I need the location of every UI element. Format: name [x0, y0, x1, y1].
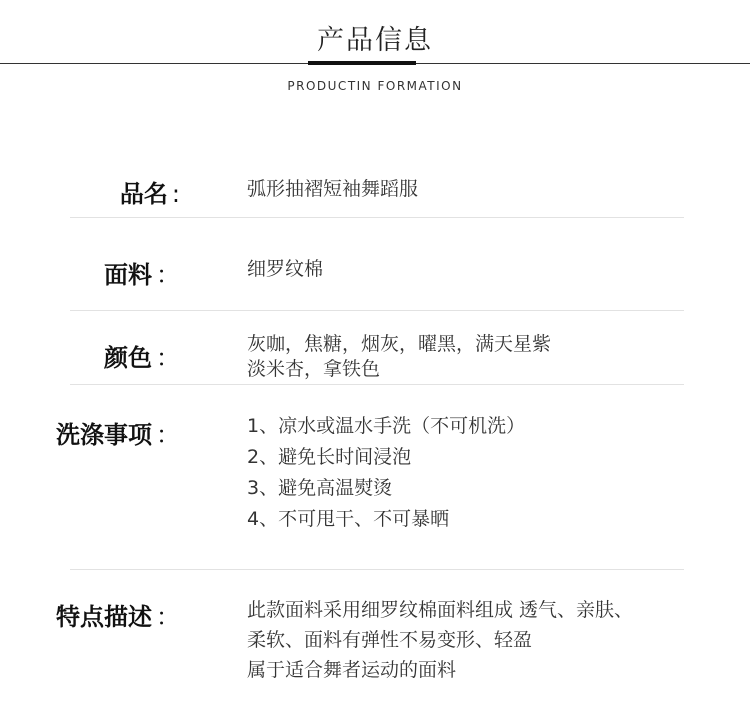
feature-line: 此款面料采用细罗纹棉面料组成 透气、亲肤、: [247, 599, 634, 621]
color-line: 淡米杏，拿铁色: [247, 358, 381, 380]
fabric-label: 面料 ：: [104, 261, 180, 289]
row-divider: [70, 384, 684, 385]
color-label: 颜色 ：: [104, 344, 180, 372]
care-value: [247, 411, 727, 535]
color-value: [247, 332, 727, 382]
fabric-value: 细罗纹棉: [247, 258, 324, 280]
features-value: [247, 595, 727, 685]
row-divider: [70, 310, 684, 311]
care-item: 1、凉水或温水手洗（不可机洗）: [247, 415, 526, 437]
color-line: 灰咖，焦糖，烟灰，曜黑，满天星紫: [247, 333, 552, 355]
row-divider: [70, 217, 684, 218]
header-accent-bar: [308, 61, 416, 65]
features-label: 特点描述 ：: [56, 603, 180, 631]
product-name-label: 品名 :: [119, 180, 180, 208]
care-label: 洗涤事项 ：: [56, 421, 180, 449]
page-subtitle: PRODUCTIN FORMATION: [287, 79, 463, 93]
page-title: 产品信息: [317, 25, 433, 56]
care-item: 3、避免高温熨烫: [247, 477, 393, 499]
row-divider: [70, 569, 684, 570]
feature-line: 属于适合舞者运动的面料: [247, 659, 457, 681]
care-item: 4、不可甩干、不可暴晒: [247, 508, 450, 530]
care-item: 2、避免长时间浸泡: [247, 446, 412, 468]
feature-line: 柔软、面料有弹性不易变形、轻盈: [247, 629, 533, 651]
product-name-value: 弧形抽褶短袖舞蹈服: [247, 178, 419, 200]
